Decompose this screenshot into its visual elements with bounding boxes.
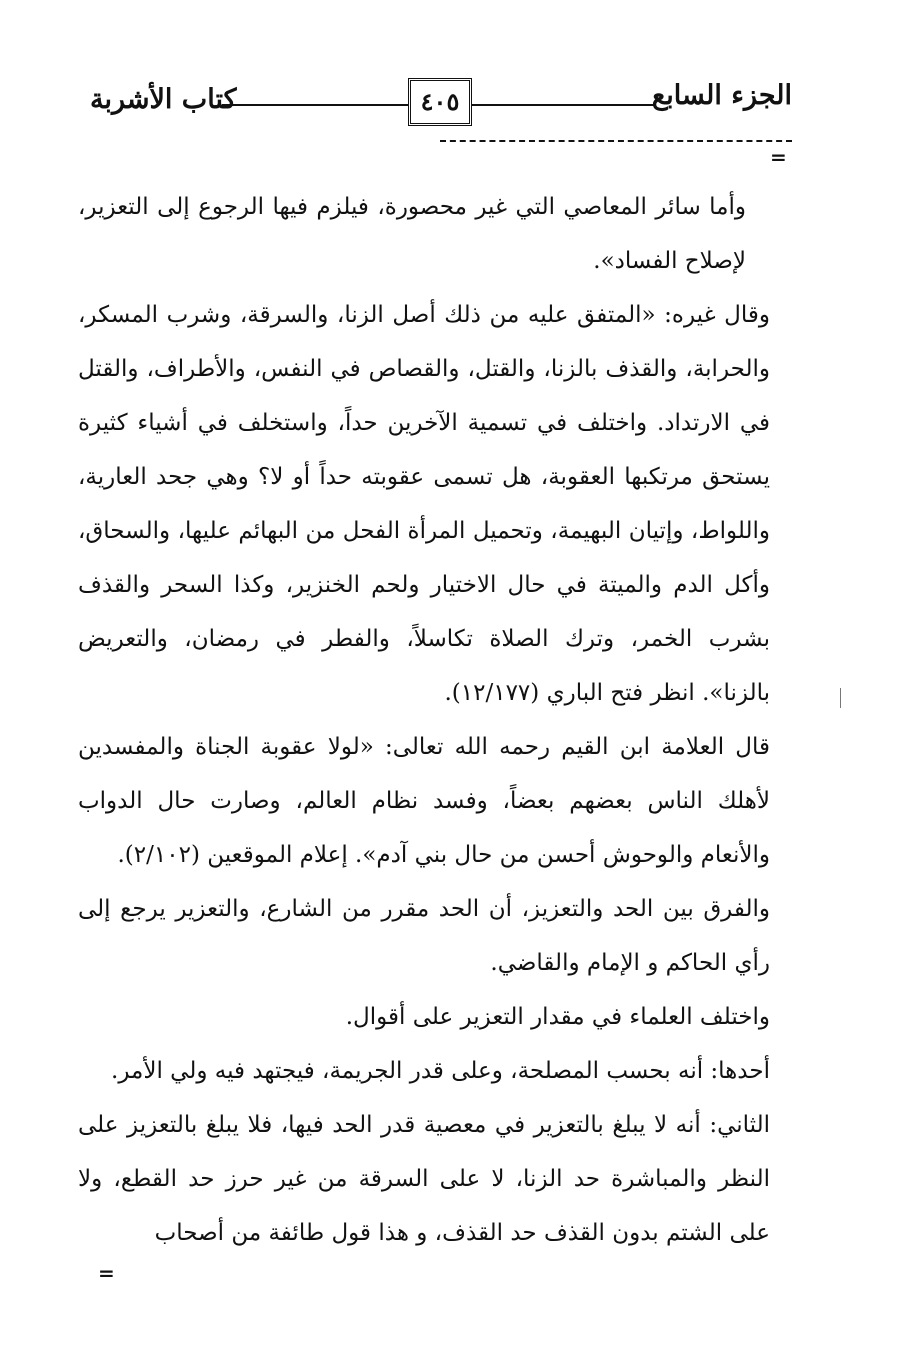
paragraph: واختلف العلماء في مقدار التعزير على أقوال.: [345, 1004, 770, 1030]
volume-title: الجزء السابع: [651, 80, 792, 111]
header-rule-right: [472, 104, 654, 106]
header-dashed-rule: [440, 140, 792, 142]
continuation-mark-bottom: =: [98, 1261, 115, 1285]
paragraph: وقال غيره: «المتفق عليه من ذلك أصل الزنا، والسرقة، وشرب المسكر، والحرابة، والقذف بالزنا، والقتل، والقصاص في النفس، والأطراف، والقتل في الارتداد. واختلف في تسمية الآخرين حداً، واستخلف في أشياء كثيرة يستحق مرتكبها العقوبة، هل تسمى عقوبته حداً أو لا؟ وهي جحد العارية، واللواط، وإتيان البهيمة، وتحميل المرأة الفحل من البهائم عليها، والسحاق، وأكل الدم والميتة في حال الاختيار ولحم الخنزير، وكذا السحر والقذف بشرب الخمر، وترك الصلاة تكاسلاً، والفطر في رمضان، والتعريض بالزنا». انظر فتح الباري (١٢/١٧٧).: [78, 302, 770, 706]
paragraph: والفرق بين الحد والتعزيز، أن الحد مقرر من الشارع، والتعزير يرجع إلى رأي الحاكم و الإمام والقاضي.: [78, 896, 770, 976]
paragraph: قال العلامة ابن القيم رحمه الله تعالى: «لولا عقوبة الجناة والمفسدين لأهلك الناس بعضهم بعضاً، وفسد نظام العالم، وصارت حال الدواب والأنعام والوحوش أحسن من حال بني آدم». إعلام الموقعين (٢/١٠٢).: [78, 734, 770, 868]
continuation-mark-top: =: [770, 145, 787, 169]
book-title: كتاب الأشربة: [90, 84, 237, 115]
margin-tick: [840, 688, 841, 708]
paragraph: الثاني: أنه لا يبلغ بالتعزير في معصية قدر الحد فيها، فلا يبلغ بالتعزيز على النظر والمباشرة حد الزنا، لا على السرقة من غير حرز حد القطع، ولا على الشتم بدون القذف حد القذف، و هذا قول طائفة من أصحاب: [78, 1112, 770, 1246]
page-body: [78, 180, 770, 1260]
paragraph: وأما سائر المعاصي التي غير محصورة، فيلزم فيها الرجوع إلى التعزير، لإصلاح الفساد».: [78, 194, 746, 274]
paragraph: أحدها: أنه بحسب المصلحة، وعلى قدر الجريمة، فيجتهد فيه ولي الأمر.: [111, 1058, 770, 1084]
page-number: ٤٠٥: [408, 78, 472, 126]
header-rule-left: [222, 104, 408, 106]
